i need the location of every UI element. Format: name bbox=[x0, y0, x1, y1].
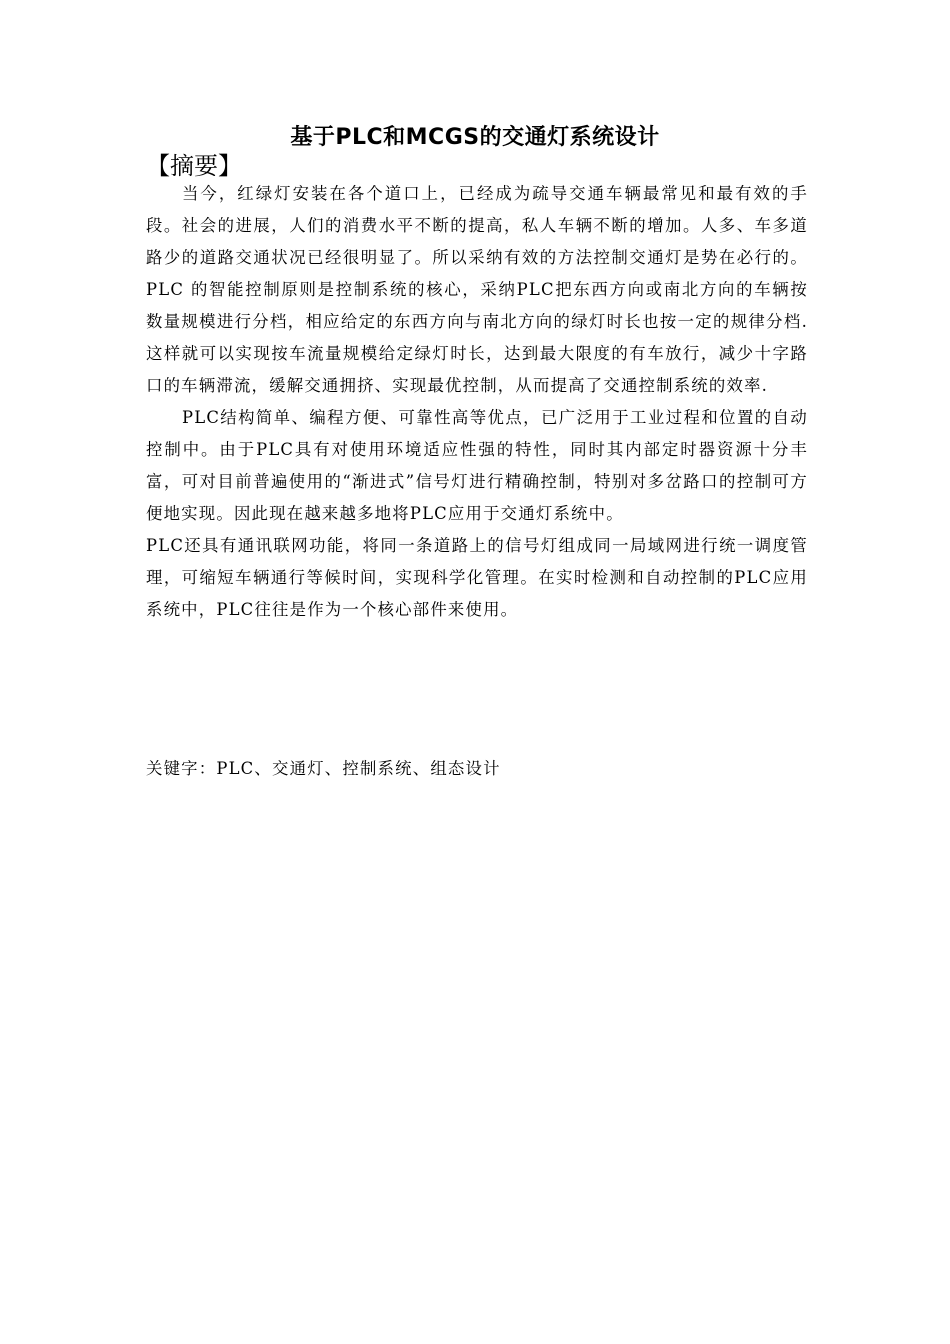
abstract-heading: 【摘要】 bbox=[146, 152, 242, 180]
document-title: 基于PLC和MCGS的交通灯系统设计 bbox=[290, 125, 660, 150]
abstract-body bbox=[146, 178, 808, 626]
abstract-paragraph-1: 当今，红绿灯安装在各个道口上，已经成为疏导交通车辆最常见和最有效的手段。社会的进展，人们的消费水平不断的提高，私人车辆不断的增加。人多、车多道路少的道路交通状况已经很明显了。所以采纳有效的方法控制交通灯是势在必行的。PLC 的智能控制原则是控制系统的核心，采纳PLC把东西方向或南北方向的车辆按数量规模进行分档，相应给定的东西方向与南北方向的绿灯时长也按一定的规律分档. 这样就可以实现按车流量规模给定绿灯时长，达到最大限度的有车放行，减少十字路口的车辆滞流，缓解交通拥挤、实现最优控制，从而提高了交通控制系统的效率. bbox=[146, 184, 808, 395]
abstract-paragraph-2: PLC结构简单、编程方便、可靠性高等优点，已广泛用于工业过程和位置的自动控制中。由于PLC具有对使用环境适应性强的特性，同时其内部定时器资源十分丰富，可对目前普遍使用的“渐进式”信号灯进行精确控制，特别对多岔路口的控制可方便地实现。因此现在越来越多地将PLC应用于交通灯系统中。 bbox=[146, 408, 808, 523]
keywords-line: 关键字：PLC、交通灯、控制系统、组态设计 bbox=[146, 759, 501, 778]
abstract-paragraph-3: PLC还具有通讯联网功能，将同一条道路上的信号灯组成同一局域网进行统一调度管理，可缩短车辆通行等候时间，实现科学化管理。在实时检测和自动控制的PLC应用系统中，PLC往往是作为一个核心部件来使用。 bbox=[146, 536, 808, 619]
